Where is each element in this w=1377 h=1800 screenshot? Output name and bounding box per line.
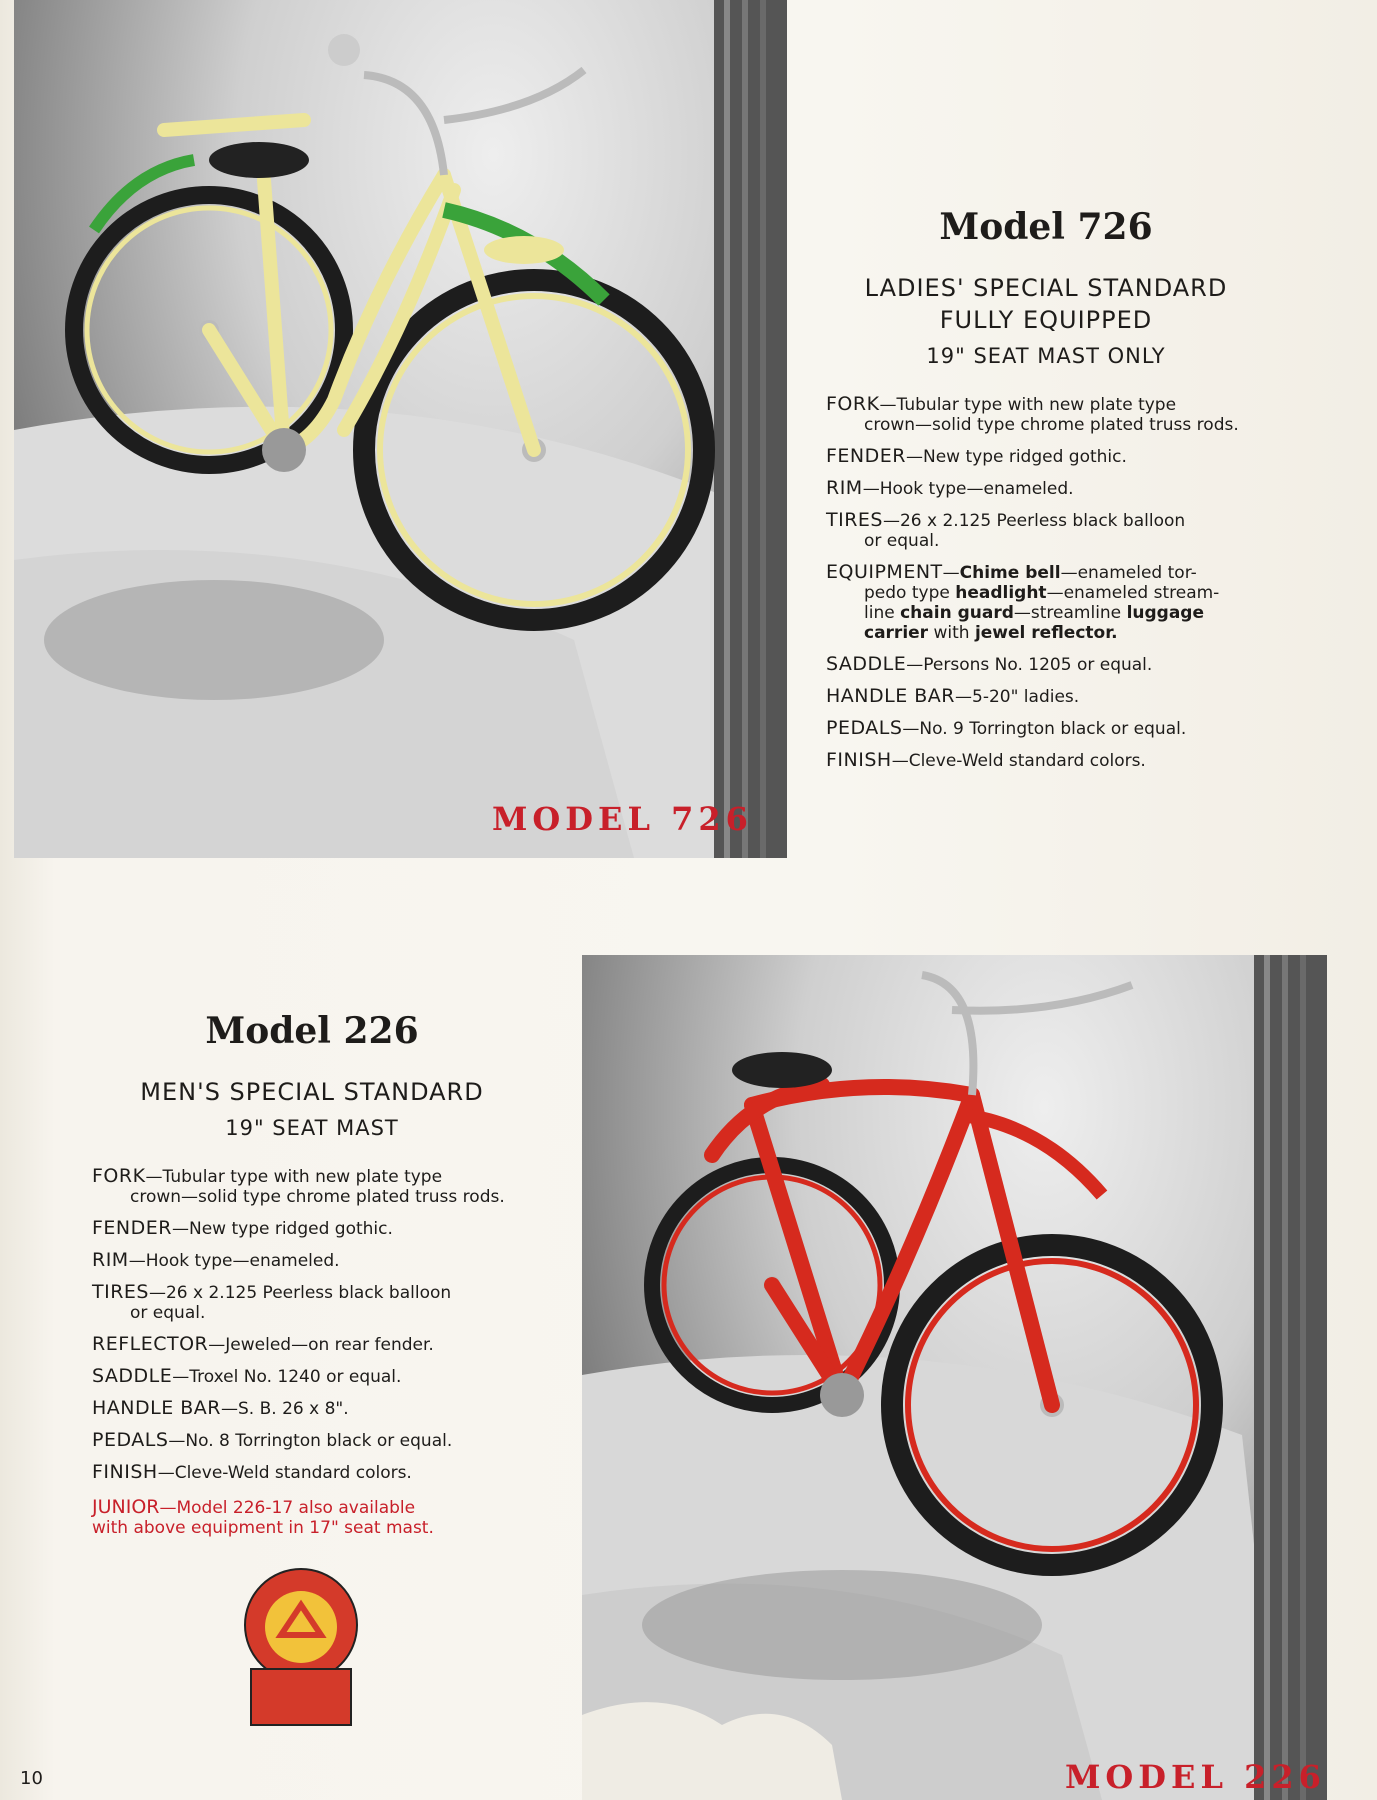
spec-tires: TIRES—26 x 2.125 Peerless black balloon or equal.: [826, 509, 1186, 551]
spec-pedals: PEDALS—No. 8 Torrington black or equal.: [92, 1429, 453, 1451]
page-number: 10: [20, 1768, 43, 1789]
model-726-seat-mast: 19" SEAT MAST ONLY: [926, 344, 1166, 368]
spec-finish: FINISH—Cleve-Weld standard colors.: [826, 749, 1146, 771]
spec-fender: FENDER—New type ridged gothic.: [826, 445, 1127, 467]
master-weld-frame-seal: [236, 1565, 366, 1729]
chainring: [262, 428, 306, 472]
saddle: [209, 142, 309, 178]
saddle: [732, 1052, 832, 1088]
spec-rim: RIM—Hook type—enameled.: [92, 1249, 340, 1271]
spec-saddle: SADDLE—Persons No. 1205 or equal.: [826, 653, 1153, 675]
chime-bell: [328, 34, 360, 66]
model-226-photo: [582, 955, 1327, 1800]
spec-rim: RIM—Hook type—enameled.: [826, 477, 1074, 499]
bike-shadow: [642, 1570, 1042, 1680]
spec-handle-bar: HANDLE BAR—5-20" ladies.: [826, 685, 1080, 707]
spec-equipment: EQUIPMENT—Chime bell—enameled tor- pedo type headlight—enameled stream- line chain guard—streamline luggage carrier with jewel reflector.: [826, 561, 1220, 643]
spec-fender: FENDER—New type ridged gothic.: [92, 1217, 393, 1239]
model-726-specs: [826, 206, 1266, 782]
spec-saddle: SADDLE—Troxel No. 1240 or equal.: [92, 1365, 402, 1387]
chainring: [820, 1373, 864, 1417]
model-226-title: Model 226: [205, 1010, 419, 1052]
model-726-title: Model 726: [939, 206, 1153, 248]
model-726-illustration: [14, 0, 787, 858]
model-226-subtitle: MEN'S SPECIAL STANDARD: [140, 1078, 484, 1106]
model-226-specs: [92, 1010, 532, 1538]
model-226-illustration: [582, 955, 1327, 1800]
model-726-spec-list: [826, 394, 1266, 771]
spec-pedals: PEDALS—No. 9 Torrington black or equal.: [826, 717, 1187, 739]
handlebar: [922, 975, 1132, 1095]
junior-note: JUNIOR—Model 226-17 also available with above equipment in 17" seat mast.: [92, 1496, 434, 1538]
spec-fork: FORK—Tubular type with new plate type crown—solid type chrome plated truss rods.: [826, 393, 1239, 435]
model-726-caption: MODEL 726: [492, 800, 753, 838]
spec-fork: FORK—Tubular type with new plate type crown—solid type chrome plated truss rods.: [92, 1165, 505, 1207]
model-226-spec-list: [92, 1166, 532, 1538]
spec-finish: FINISH—Cleve-Weld standard colors.: [92, 1461, 412, 1483]
spec-tires: TIRES—26 x 2.125 Peerless black balloon or equal.: [92, 1281, 452, 1323]
model-726-photo: [14, 0, 787, 858]
model-226-seat-mast: 19" SEAT MAST: [225, 1116, 399, 1140]
model-226-caption: MODEL 226: [1065, 1758, 1326, 1796]
headlight: [484, 236, 564, 264]
spec-handle-bar: HANDLE BAR—S. B. 26 x 8".: [92, 1397, 349, 1419]
handlebar: [364, 70, 584, 175]
spec-reflector: REFLECTOR—Jeweled—on rear fender.: [92, 1333, 434, 1355]
model-726-subtitle-1: LADIES' SPECIAL STANDARD: [864, 274, 1228, 302]
bike-shadow: [44, 580, 384, 700]
model-726-subtitle-2: FULLY EQUIPPED: [939, 306, 1153, 334]
